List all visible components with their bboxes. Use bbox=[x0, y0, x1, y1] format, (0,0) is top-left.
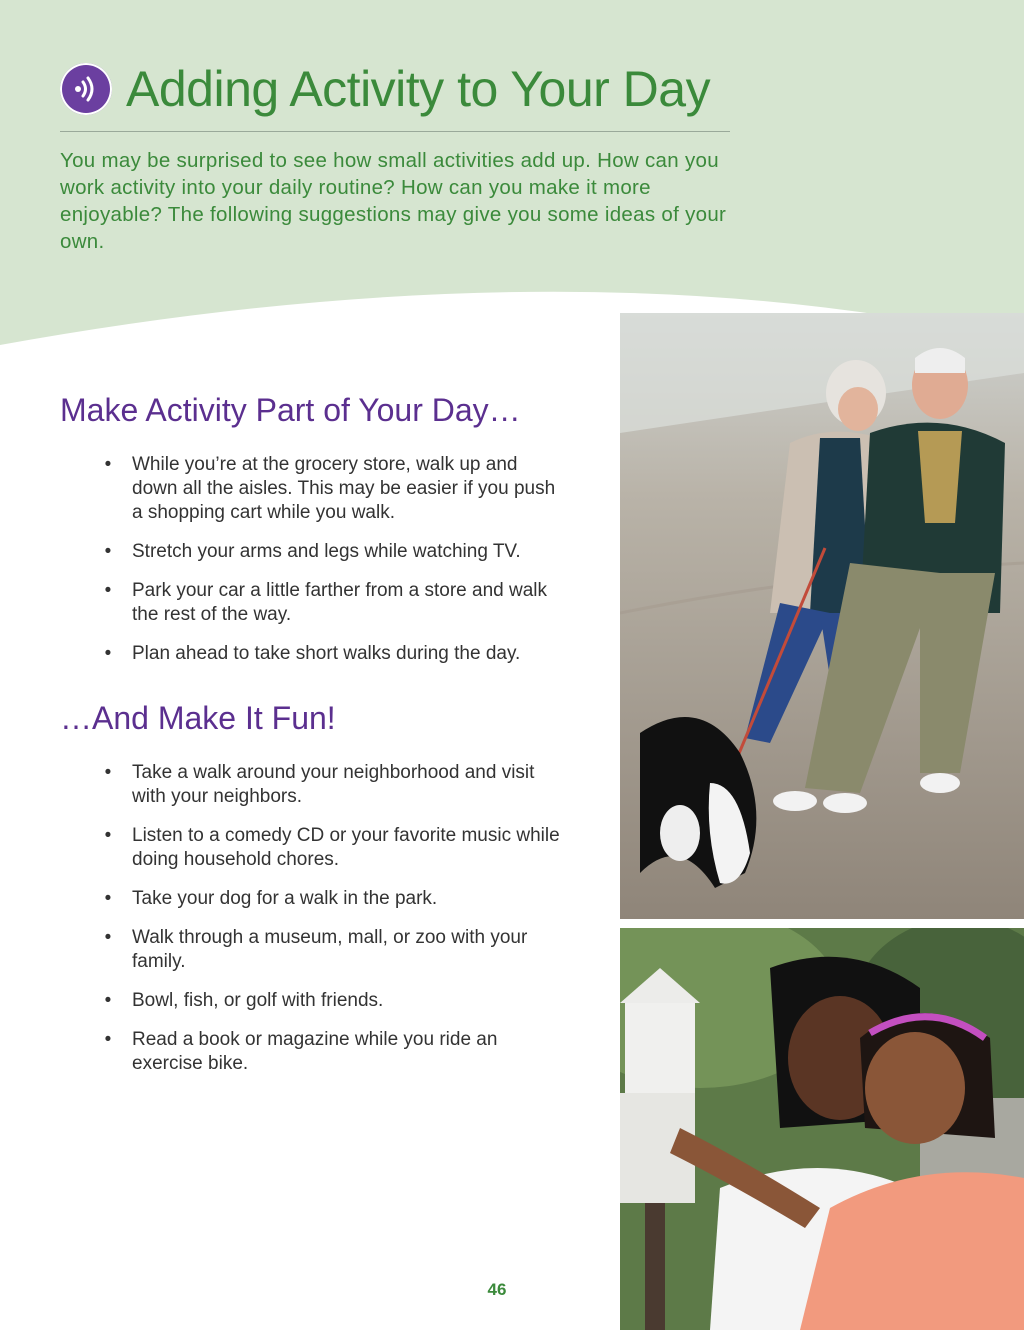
audio-waves-icon bbox=[69, 72, 103, 106]
list-item-text: Stretch your arms and legs while watching TV. bbox=[132, 541, 521, 562]
bullet-icon: • bbox=[104, 927, 112, 948]
list-item-text: While you’re at the grocery store, walk up and down all the aisles. This may be easier if you push a shopping cart while you walk. bbox=[132, 454, 556, 523]
bullet-list-make-it-fun bbox=[102, 761, 562, 1091]
list-item-text: Take your dog for a walk in the park. bbox=[132, 888, 438, 909]
intro-paragraph: You may be surprised to see how small activities add up. How can you work activity into your daily routine? How can you make it more enjoyable? The following suggestions may give you some ideas of your own. bbox=[60, 149, 727, 253]
list-item-text: Park your car a little farther from a store and walk the rest of the way. bbox=[132, 580, 547, 625]
section-heading-part-of-day: Make Activity Part of Your Day… bbox=[60, 392, 521, 428]
bullet-icon: • bbox=[104, 1029, 112, 1050]
list-item bbox=[102, 453, 562, 525]
title-divider bbox=[60, 131, 730, 132]
list-item-text: Walk through a museum, mall, or zoo with your family. bbox=[132, 927, 528, 972]
bullet-icon: • bbox=[104, 643, 112, 664]
bullet-icon: • bbox=[104, 454, 112, 475]
page-number: 46 bbox=[487, 1280, 507, 1299]
list-item-text: Listen to a comedy CD or your favorite music while doing household chores. bbox=[132, 825, 560, 870]
audio-speaker-icon[interactable] bbox=[60, 63, 112, 115]
list-item bbox=[102, 887, 562, 911]
bullet-icon: • bbox=[104, 825, 112, 846]
list-item bbox=[102, 989, 562, 1013]
family-illustration bbox=[620, 928, 1024, 1330]
list-item-text: Plan ahead to take short walks during the day. bbox=[132, 643, 521, 664]
list-item-text: Read a book or magazine while you ride an exercise bike. bbox=[132, 1029, 498, 1074]
list-item-text: Bowl, fish, or golf with friends. bbox=[132, 990, 384, 1011]
bullet-list-part-of-day bbox=[102, 453, 562, 681]
list-item bbox=[102, 1028, 562, 1076]
page-title: Adding Activity to Your Day bbox=[126, 61, 711, 117]
bullet-icon: • bbox=[104, 580, 112, 601]
bullet-icon: • bbox=[104, 990, 112, 1011]
bullet-icon: • bbox=[104, 888, 112, 909]
title-row bbox=[60, 58, 710, 120]
list-item bbox=[102, 761, 562, 809]
list-item bbox=[102, 540, 562, 564]
bullet-icon: • bbox=[104, 541, 112, 562]
list-item bbox=[102, 642, 562, 666]
bullet-icon: • bbox=[104, 762, 112, 783]
section-heading-make-it-fun: …And Make It Fun! bbox=[60, 700, 336, 736]
photo-woman-and-girl bbox=[620, 928, 1024, 1330]
photo-couple-walking-dog bbox=[620, 313, 1024, 919]
list-item-text: Take a walk around your neighborhood and visit with your neighbors. bbox=[132, 762, 535, 807]
beach-walk-illustration bbox=[620, 313, 1024, 919]
list-item bbox=[102, 926, 562, 974]
list-item bbox=[102, 824, 562, 872]
list-item bbox=[102, 579, 562, 627]
